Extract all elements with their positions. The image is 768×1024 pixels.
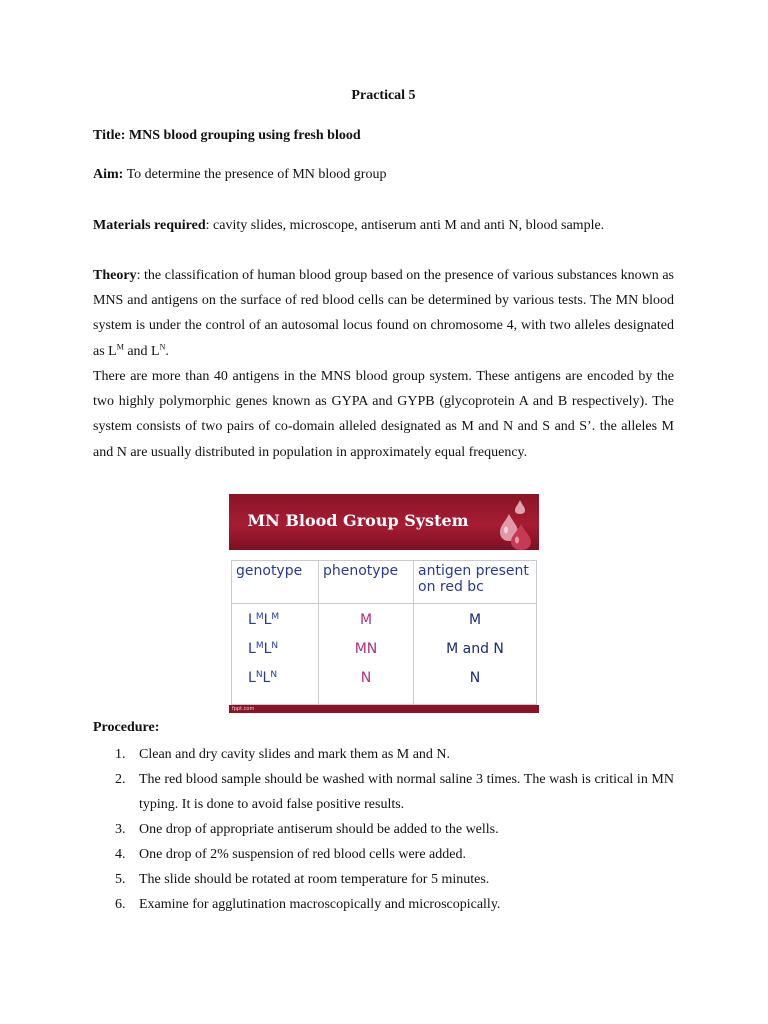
antigen-column: [414, 604, 537, 705]
header-phenotype: phenotype: [319, 561, 414, 604]
phenotype-cell: MN: [354, 641, 378, 657]
aim-label: Aim:: [93, 167, 124, 182]
antigen-cell: M: [468, 612, 482, 628]
step-text: The slide should be rotated at room temperature for 5 minutes.: [139, 872, 490, 887]
materials-line: [93, 218, 604, 234]
step-text: One drop of 2% suspension of red blood cells were added.: [139, 847, 466, 862]
figure-title: MN Blood Group System: [247, 511, 469, 530]
aim-line: [93, 167, 386, 183]
title-text: MNS blood grouping using fresh blood: [128, 128, 361, 143]
theory-label: Theory: [93, 268, 137, 283]
phenotype-cell: N: [360, 670, 372, 686]
title-label: Title:: [93, 128, 126, 143]
figure-credit: fppt.com: [232, 706, 255, 712]
genotype-row: $L^ML^N$: [248, 641, 279, 657]
antigen-cell: M and N: [446, 641, 504, 657]
figure-footer: [229, 705, 539, 713]
phenotype-cell: M: [359, 612, 373, 628]
header-genotype: genotype: [232, 561, 319, 604]
materials-label: Materials required: [93, 218, 206, 233]
step-number: 1.: [115, 747, 126, 762]
theory-and: and L: [123, 343, 160, 359]
aim-text: To determine the presence of MN blood group: [126, 167, 387, 182]
phenotype-column: [319, 604, 414, 705]
theory-text: : the classification of human blood group based on the presence of various substances known as MNS and antigens on the surface of red blood cells can be determined by various tests. The MN blood system is under the control of an autosomal locus found on chromosome 4, with two alleles designated as L: [93, 268, 674, 359]
step-number: 3.: [115, 822, 126, 837]
step-text: Examine for agglutination macroscopically and microscopically.: [139, 897, 501, 912]
step-number: 6.: [115, 897, 126, 912]
practical-heading: Practical 5: [351, 88, 416, 103]
figure-header: [229, 494, 539, 550]
step-number: 5.: [115, 872, 126, 887]
antigens-paragraph: There are more than 40 antigens in the MNS blood group system. These antigens are encoded by the two highly polymorphic genes known as GYPA and GYPB (glycoprotein A and B respectively). The system consists of two pairs of co-domain alleled designated as M and N and S and S’. the alleles M and N are usually distributed in population in approximately equal frequency.: [93, 369, 674, 460]
blood-drops-icon: [491, 500, 539, 550]
header-antigen: antigen present on red bc: [414, 561, 537, 604]
title-line: [93, 128, 361, 144]
theory-end: .: [165, 343, 169, 359]
allele-m-superscript: M: [116, 341, 124, 351]
genotype-column: [232, 604, 319, 705]
step-text: Clean and dry cavity slides and mark them as M and N.: [139, 747, 451, 762]
materials-text: : cavity slides, microscope, antiserum anti M and anti N, blood sample.: [205, 218, 605, 233]
genotype-row: $L^ML^M$: [248, 612, 280, 628]
step-text: One drop of appropriate antiserum should be added to the wells.: [139, 822, 499, 837]
step-number: 2.: [115, 772, 126, 787]
step-number: 4.: [115, 847, 126, 862]
mn-table: [231, 560, 537, 705]
antigen-cell: N: [469, 670, 481, 686]
step-text: The red blood sample should be washed with normal saline 3 times. The wash is critical in MN typing. It is done to avoid false positive results.: [139, 772, 674, 812]
theory-paragraph: [93, 263, 674, 364]
allele-n-superscript: N: [159, 341, 166, 351]
genotype-row: $L^NL^N$: [248, 670, 278, 686]
mn-blood-group-figure: [229, 494, 539, 713]
procedure-heading: Procedure:: [93, 720, 160, 735]
